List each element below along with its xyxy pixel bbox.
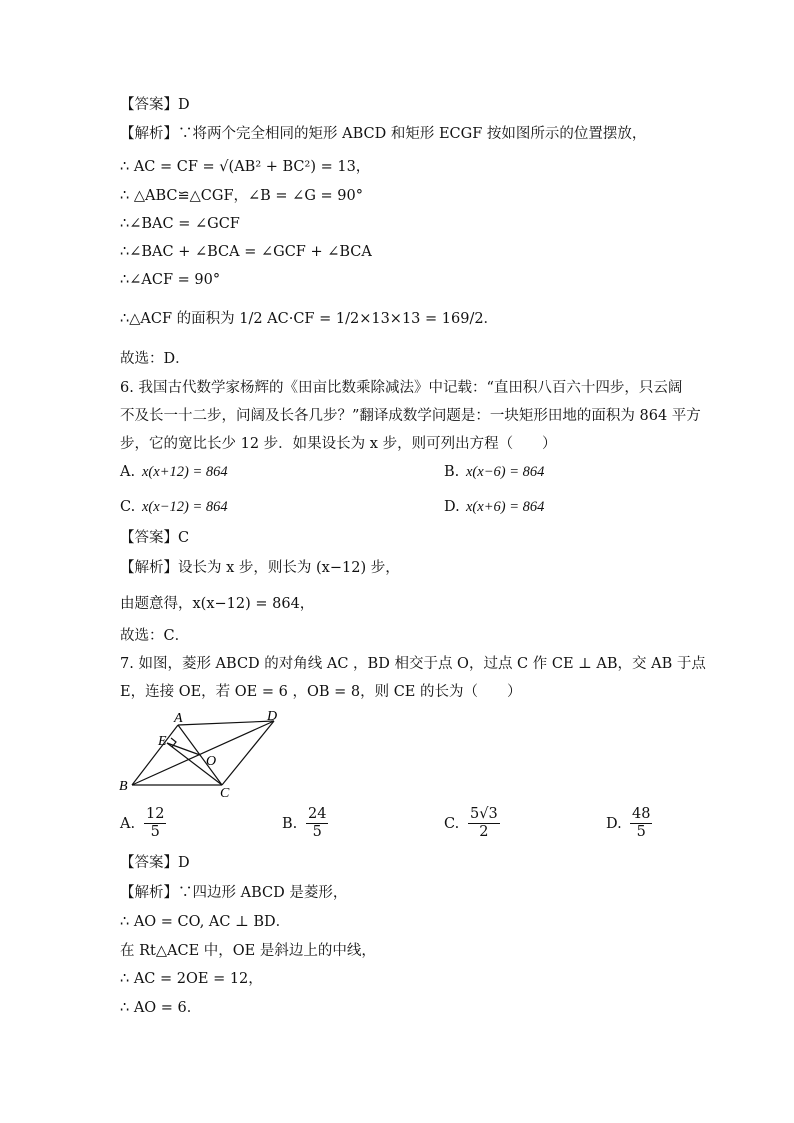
option-fraction [468,806,500,841]
q7-analysis-line: 在 Rt△ACE 中，OE 是斜边上的中线， [120,943,376,959]
q5-analysis-line: ∴△ACF 的面积为 1/2 AC·CF = 1/2×13×13 = 169/2． [120,311,499,327]
label-o: O [206,754,217,769]
fraction-denominator: 5 [150,824,160,840]
q6-option-c [120,497,228,517]
q6-analysis-line: 由题意得，x(x−12) = 864， [120,596,315,612]
option-label: C. [120,499,136,515]
fraction-numerator: 48 [632,806,651,822]
q7-option-b [282,806,330,841]
q6-option-a [120,462,228,482]
fraction-numerator: 5√3 [470,806,498,822]
option-text: x(x+12) = 864 [142,464,228,480]
option-label: A. [120,815,136,832]
diagonal-bd [132,721,274,785]
option-text: x(x−12) = 864 [142,499,228,515]
q5-analysis-line: ∴∠BAC = ∠GCF [120,216,240,232]
q7-analysis-line: ∴ AO = 6． [120,1000,202,1016]
q5-analysis-line: ∴ AC = CF = √(AB² + BC²) = 13， [120,159,371,175]
option-label: D. [444,499,460,515]
q7-stem-line: 7. 如图，菱形 ABCD 的对角线 AC ，BD 相交于点 O，过点 C 作 CE ⊥ AB，交 AB 于点 [120,656,706,672]
q6-option-d [444,497,544,517]
option-label: B. [282,815,298,832]
option-label: D. [606,815,622,832]
q5-analysis-line: 【解析】∵将两个完全相同的矩形 ABCD 和矩形 ECGF 按如图所示的位置摆放， [120,126,647,142]
fraction-denominator: 5 [636,824,646,840]
q6-stem-line: 不及长一十二步，问阔及长各几步？”翻译成数学问题是：一块矩形田地的面积为 864 平方 [120,408,701,424]
q6-answer: 【答案】C [120,530,190,546]
q6-analysis-line: 【解析】设长为 x 步，则长为 (x−12) 步， [120,560,400,576]
option-label: A. [120,464,136,480]
label-d: D [267,709,278,724]
q7-stem-line: E，连接 OE，若 OE = 6 ，OB = 8，则 CE 的长为（ ） [120,684,522,700]
q5-analysis-line: ∴ △ABC≌△CGF，∠B = ∠G = 90° [120,188,363,204]
q7-option-a [120,806,168,841]
option-fraction [630,806,652,841]
segment-ad [178,721,274,725]
q5-analysis-line: ∴∠BAC + ∠BCA = ∠GCF + ∠BCA [120,244,372,260]
label-b: B [119,779,128,794]
option-text: x(x−6) = 864 [466,464,545,480]
q5-conclusion: 故选：D． [120,351,190,367]
q6-stem-line: 6. 我国古代数学家杨辉的《田亩比数乘除减法》中记载：“直田积八百六十四步，只云阔 [120,380,683,396]
option-fraction [144,806,166,841]
fraction-numerator: 24 [308,806,327,822]
label-c: C [220,786,230,800]
q7-option-d [606,806,654,841]
option-fraction [306,806,328,841]
q6-stem-line: 步，它的宽比长少 12 步．如果设长为 x 步，则可列出方程（ ） [120,436,557,452]
rhombus-figure [112,708,292,800]
q7-answer: 【答案】D [120,855,190,871]
label-e: E [158,734,167,749]
option-text: x(x+6) = 864 [466,499,545,515]
q7-option-c [444,806,502,841]
fraction-numerator: 12 [146,806,165,822]
option-label: C. [444,815,460,832]
q7-analysis-line: ∴ AC = 2OE = 12， [120,971,263,987]
segment-dc [222,721,274,785]
q7-analysis-line: ∴ AO = CO, AC ⊥ BD． [120,914,291,930]
q5-analysis-line: ∴∠ACF = 90° [120,272,221,288]
q6-option-b [444,462,544,482]
q6-conclusion: 故选：C． [120,628,190,644]
label-a: A [174,711,183,726]
segment-ab [132,725,178,785]
option-label: B. [444,464,460,480]
fraction-denominator: 2 [479,824,489,840]
q7-analysis-line: 【解析】∵四边形 ABCD 是菱形， [120,885,348,901]
q5-answer: 【答案】D [120,97,190,113]
fraction-denominator: 5 [312,824,322,840]
